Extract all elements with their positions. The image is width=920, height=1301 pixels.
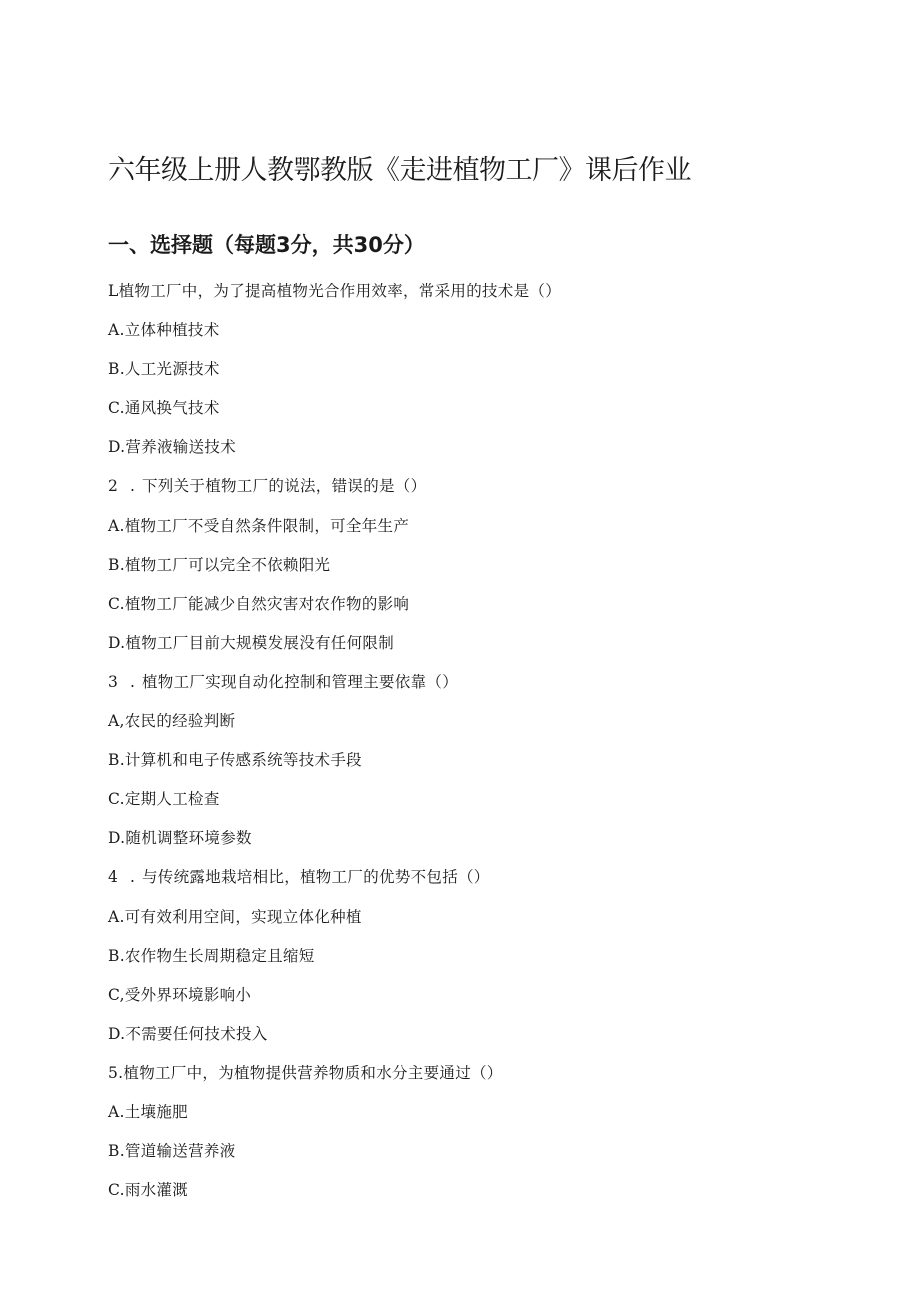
- question-3-dot: .: [130, 672, 136, 691]
- question-list: [108, 280, 561, 1218]
- question-1-option-c: C.通风换气技术: [108, 399, 220, 418]
- question-5-option-c: C.雨水灌溉: [108, 1181, 189, 1200]
- question-3-number: 3: [108, 672, 119, 691]
- question-3-text: 植物工厂实现自动化控制和管理主要依靠（）: [142, 672, 459, 691]
- question-1-stem: L植物工厂中，为了提高植物光合作用效率，常采用的技术是（）: [108, 282, 561, 300]
- question-2-option-a: A.植物工厂不受自然条件限制，可全年生产: [108, 516, 410, 535]
- question-4-option-b: B.农作物生长周期稳定且缩短: [108, 946, 315, 965]
- section-heading: 一、选择题（每题3分，共30分）: [108, 233, 425, 257]
- question-2-option-b: B.植物工厂可以完全不依赖阳光: [108, 555, 331, 574]
- question-4-option-c: C,受外界环境影响小: [108, 985, 252, 1004]
- question-3-option-b: B.计算机和电子传感系统等技术手段: [108, 751, 362, 770]
- question-5-option-b: B.管道输送营养液: [108, 1142, 236, 1161]
- question-2-option-d: D.植物工厂目前大规模发展没有任何限制: [108, 633, 395, 652]
- question-1-option-b: B.人工光源技术: [108, 360, 220, 379]
- question-1-option-a: A.立体种植技术: [108, 321, 220, 340]
- question-3-option-c: C.定期人工检查: [108, 790, 220, 809]
- question-3-stem: [108, 671, 561, 710]
- question-2-text: 下列关于植物工厂的说法，错误的是（）: [142, 477, 427, 496]
- question-4-text: 与传统露地栽培相比，植物工厂的优势不包括（）: [142, 868, 490, 887]
- question-5-option-a: A.土壤施肥: [108, 1102, 188, 1121]
- document-title: 六年级上册人教鄂教版《走进植物工厂》课后作业: [108, 155, 691, 186]
- question-2-stem: [108, 475, 561, 514]
- question-2-number: 2: [108, 477, 119, 496]
- question-4-dot: .: [130, 868, 136, 887]
- question-4-option-d: D.不需要任何技术投入: [108, 1024, 268, 1043]
- question-3-option-d: D.随机调整环境参数: [108, 829, 252, 848]
- question-4-option-a: A.可有效利用空间，实现立体化种植: [108, 907, 362, 926]
- question-3-option-a: A,农民的经验判断: [108, 712, 236, 731]
- question-4-stem: [108, 866, 561, 905]
- question-1-option-d: D.营养液输送技术: [108, 438, 237, 457]
- question-2-option-c: C.植物工厂能减少自然灾害对农作物的影响: [108, 594, 410, 613]
- question-2-dot: .: [130, 477, 136, 496]
- question-5-stem: 5.植物工厂中，为植物提供营养物质和水分主要通过（）: [108, 1063, 503, 1082]
- question-4-number: 4: [108, 868, 119, 887]
